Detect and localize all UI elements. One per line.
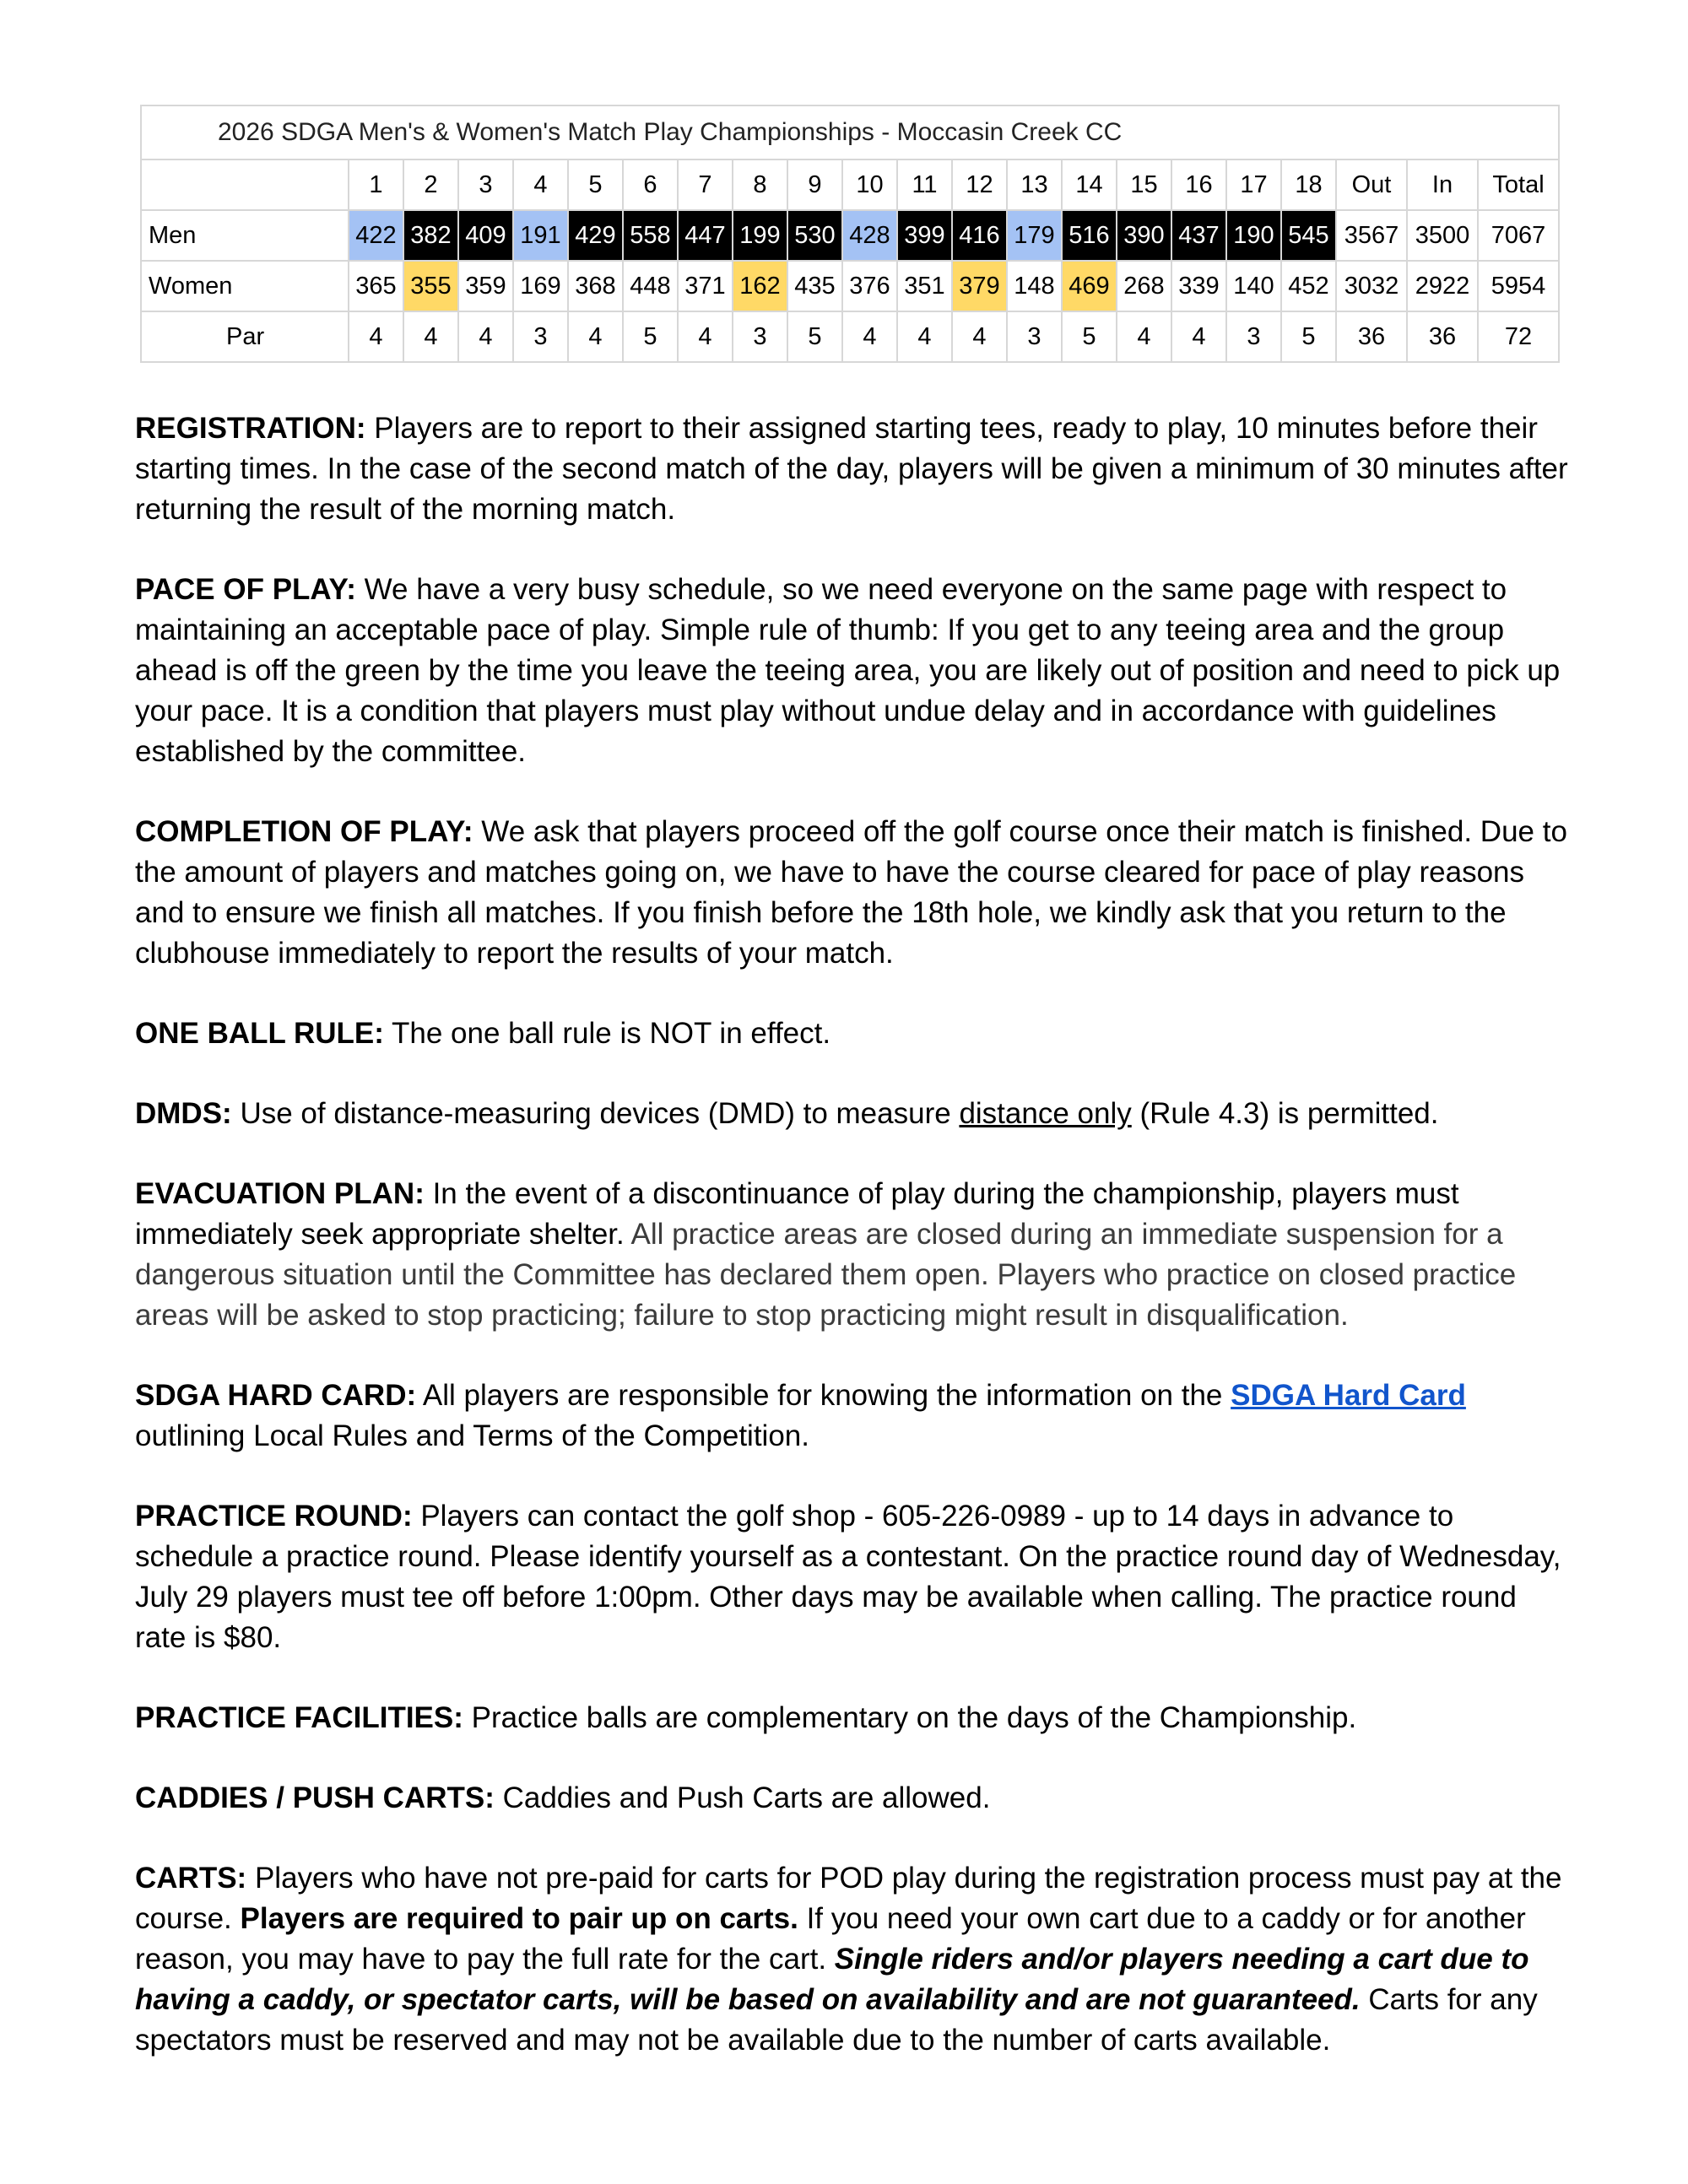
registration-heading: REGISTRATION:	[135, 412, 366, 445]
header-cell: 15	[1117, 159, 1171, 210]
evacuation-text-gray: All practice areas are closed during an immediate suspension for a dangerous situation until the Committee has declared them open. Players who practice on closed practice areas will be asked to stop practicing; failure to stop practicing might result in disqualification.	[135, 1218, 1517, 1332]
header-cell: 18	[1281, 159, 1336, 210]
yardage-cell: 4	[403, 311, 458, 362]
yardage-cell: 4	[349, 311, 403, 362]
yardage-cell: 4	[952, 311, 1007, 362]
yardage-cell: 5	[787, 311, 842, 362]
row-label: Women	[141, 261, 349, 311]
header-cell: 13	[1007, 159, 1062, 210]
yardage-cell: 179	[1007, 210, 1062, 261]
yardage-cell: 390	[1117, 210, 1171, 261]
scorecard-header-row	[141, 159, 1559, 210]
one-ball-heading: ONE BALL RULE:	[135, 1017, 384, 1050]
header-cell: 4	[513, 159, 568, 210]
registration-text: Players are to report to their assigned starting tees, ready to play, 10 minutes before their starting times. In the case of the second match of the day, players will be given a minimum of 30 minutes after returning the result of the morning match.	[135, 412, 1568, 526]
hard-card-text-before: All players are responsible for knowing the information on the	[416, 1379, 1231, 1412]
evacuation-heading: EVACUATION PLAN:	[135, 1177, 425, 1210]
yardage-cell: 4	[842, 311, 897, 362]
dmds-text-before: Use of distance-measuring devices (DMD) to measure	[231, 1097, 960, 1130]
dmds-paragraph	[135, 1094, 1570, 1134]
yardage-cell: 4	[678, 311, 733, 362]
yardage-cell: 452	[1281, 261, 1336, 311]
yardage-cell: 376	[842, 261, 897, 311]
yardage-cell: 368	[568, 261, 623, 311]
yardage-cell: 4	[1117, 311, 1171, 362]
header-cell: 8	[733, 159, 787, 210]
yardage-cell: 3	[1007, 311, 1062, 362]
yardage-cell: 191	[513, 210, 568, 261]
yardage-cell: 371	[678, 261, 733, 311]
row-label: Par	[141, 311, 349, 362]
yardage-cell: 545	[1281, 210, 1336, 261]
header-cell: 16	[1171, 159, 1226, 210]
scorecard-row-men	[141, 210, 1559, 261]
yardage-cell: 382	[403, 210, 458, 261]
yardage-cell: 365	[349, 261, 403, 311]
one-ball-paragraph	[135, 1014, 1570, 1054]
yardage-cell: 558	[623, 210, 678, 261]
yardage-cell: 36	[1407, 311, 1478, 362]
evacuation-paragraph	[135, 1174, 1570, 1336]
yardage-cell: 422	[349, 210, 403, 261]
yardage-cell: 36	[1336, 311, 1407, 362]
practice-round-heading: PRACTICE ROUND:	[135, 1500, 413, 1533]
scorecard-table	[140, 105, 1560, 363]
yardage-cell: 3	[513, 311, 568, 362]
header-cell: Out	[1336, 159, 1407, 210]
yardage-cell: 4	[568, 311, 623, 362]
carts-bold-italic-text: Single riders and/or players needing a cart due to having a caddy, or spectator carts, will be based on availability and are not guaranteed.	[135, 1943, 1529, 2016]
hard-card-text-after: outlining Local Rules and Terms of the Competition.	[135, 1419, 809, 1452]
completion-heading: COMPLETION OF PLAY:	[135, 815, 473, 848]
scorecard-title-row	[141, 105, 1559, 159]
scorecard-title: 2026 SDGA Men's & Women's Match Play Championships - Moccasin Creek CC	[141, 105, 1559, 159]
caddies-paragraph	[135, 1778, 1570, 1819]
carts-text-2: If you need your own cart due to a caddy or for another reason, you may have to pay the full rate for the cart.	[135, 1902, 1526, 1976]
dmds-underlined-text: distance only	[959, 1097, 1132, 1130]
header-cell: 1	[349, 159, 403, 210]
facilities-text: Practice balls are complementary on the days of the Championship.	[463, 1701, 1357, 1734]
header-cell: 11	[897, 159, 952, 210]
yardage-cell: 268	[1117, 261, 1171, 311]
carts-text-3: Carts for any spectators must be reserved and may not be available due to the number of carts available.	[135, 1983, 1538, 2057]
registration-paragraph	[135, 408, 1570, 530]
yardage-cell: 7067	[1478, 210, 1559, 261]
yardage-cell: 4	[1171, 311, 1226, 362]
yardage-cell: 355	[403, 261, 458, 311]
completion-paragraph	[135, 812, 1570, 974]
yardage-cell: 3032	[1336, 261, 1407, 311]
yardage-cell: 190	[1226, 210, 1281, 261]
carts-bold-text: Players are required to pair up on carts.	[240, 1902, 798, 1935]
yardage-cell: 3500	[1407, 210, 1478, 261]
carts-paragraph	[135, 1858, 1570, 2061]
practice-round-text: Players can contact the golf shop - 605-226-0989 - up to 14 days in advance to schedule a practice round. Please identify yourself as a contestant. On the practice round day of Wednesday, July 29 players must tee off before 1:00pm. Other days may be available when calling. The practice round rate is $80.	[135, 1500, 1561, 1654]
header-cell: 14	[1062, 159, 1117, 210]
dmds-text-after: (Rule 4.3) is permitted.	[1131, 1097, 1439, 1130]
yardage-cell: 199	[733, 210, 787, 261]
hard-card-heading: SDGA HARD CARD:	[135, 1379, 417, 1412]
yardage-cell: 429	[568, 210, 623, 261]
caddies-heading: CADDIES / PUSH CARTS:	[135, 1781, 495, 1814]
yardage-cell: 359	[458, 261, 513, 311]
yardage-cell: 3567	[1336, 210, 1407, 261]
yardage-cell: 448	[623, 261, 678, 311]
yardage-cell: 437	[1171, 210, 1226, 261]
facilities-heading: PRACTICE FACILITIES:	[135, 1701, 463, 1734]
row-label: Men	[141, 210, 349, 261]
header-cell: 2	[403, 159, 458, 210]
yardage-cell: 2922	[1407, 261, 1478, 311]
pace-heading: PACE OF PLAY:	[135, 573, 356, 606]
rules-section	[135, 408, 1570, 2100]
yardage-cell: 4	[897, 311, 952, 362]
header-cell: Total	[1478, 159, 1559, 210]
pace-paragraph	[135, 570, 1570, 772]
yardage-cell: 351	[897, 261, 952, 311]
yardage-cell: 399	[897, 210, 952, 261]
yardage-cell: 428	[842, 210, 897, 261]
carts-heading: CARTS:	[135, 1862, 247, 1895]
yardage-cell: 516	[1062, 210, 1117, 261]
header-blank-cell	[141, 159, 349, 210]
yardage-cell: 140	[1226, 261, 1281, 311]
yardage-cell: 3	[733, 311, 787, 362]
one-ball-text: The one ball rule is NOT in effect.	[383, 1017, 831, 1050]
facilities-paragraph	[135, 1698, 1570, 1738]
header-cell: In	[1407, 159, 1478, 210]
yardage-cell: 5954	[1478, 261, 1559, 311]
yardage-cell: 5	[1062, 311, 1117, 362]
yardage-cell: 3	[1226, 311, 1281, 362]
completion-text: We ask that players proceed off the golf course once their match is finished. Due to the amount of players and matches going on, we have to have the course cleared for pace of play reasons and to ensure we finish all matches. If you finish before the 18th hole, we kindly ask that you return to the clubhouse immediately to report the results of your match.	[135, 815, 1567, 970]
yardage-cell: 72	[1478, 311, 1559, 362]
header-cell: 10	[842, 159, 897, 210]
header-cell: 6	[623, 159, 678, 210]
yardage-cell: 530	[787, 210, 842, 261]
header-cell: 3	[458, 159, 513, 210]
carts-text-1: Players who have not pre-paid for carts for POD play during the registration process must pay at the course.	[135, 1862, 1562, 1935]
scorecard-row-par	[141, 311, 1559, 362]
yardage-cell: 379	[952, 261, 1007, 311]
header-cell: 17	[1226, 159, 1281, 210]
yardage-cell: 469	[1062, 261, 1117, 311]
practice-round-paragraph	[135, 1496, 1570, 1658]
yardage-cell: 5	[623, 311, 678, 362]
yardage-cell: 447	[678, 210, 733, 261]
yardage-cell: 162	[733, 261, 787, 311]
evacuation-text: In the event of a discontinuance of play during the championship, players must immediately seek appropriate shelter.	[135, 1177, 1459, 1251]
scorecard-row-women	[141, 261, 1559, 311]
header-cell: 7	[678, 159, 733, 210]
caddies-text: Caddies and Push Carts are allowed.	[494, 1781, 991, 1814]
yardage-cell: 339	[1171, 261, 1226, 311]
pace-text: We have a very busy schedule, so we need everyone on the same page with respect to maintaining an acceptable pace of play. Simple rule of thumb: If you get to any teeing area and the group ahead is off the green by the time you leave the teeing area, you are likely out of position and need to pick up your pace. It is a condition that players must play without undue delay and in accordance with guidelines established by the committee.	[135, 573, 1561, 768]
header-cell: 5	[568, 159, 623, 210]
yardage-cell: 169	[513, 261, 568, 311]
yardage-cell: 409	[458, 210, 513, 261]
yardage-cell: 435	[787, 261, 842, 311]
header-cell: 9	[787, 159, 842, 210]
hard-card-paragraph	[135, 1376, 1570, 1457]
yardage-cell: 4	[458, 311, 513, 362]
sdga-hard-card-link[interactable]: SDGA Hard Card	[1231, 1379, 1466, 1412]
yardage-cell: 416	[952, 210, 1007, 261]
header-cell: 12	[952, 159, 1007, 210]
yardage-cell: 148	[1007, 261, 1062, 311]
yardage-cell: 5	[1281, 311, 1336, 362]
dmds-heading: DMDS:	[135, 1097, 232, 1130]
